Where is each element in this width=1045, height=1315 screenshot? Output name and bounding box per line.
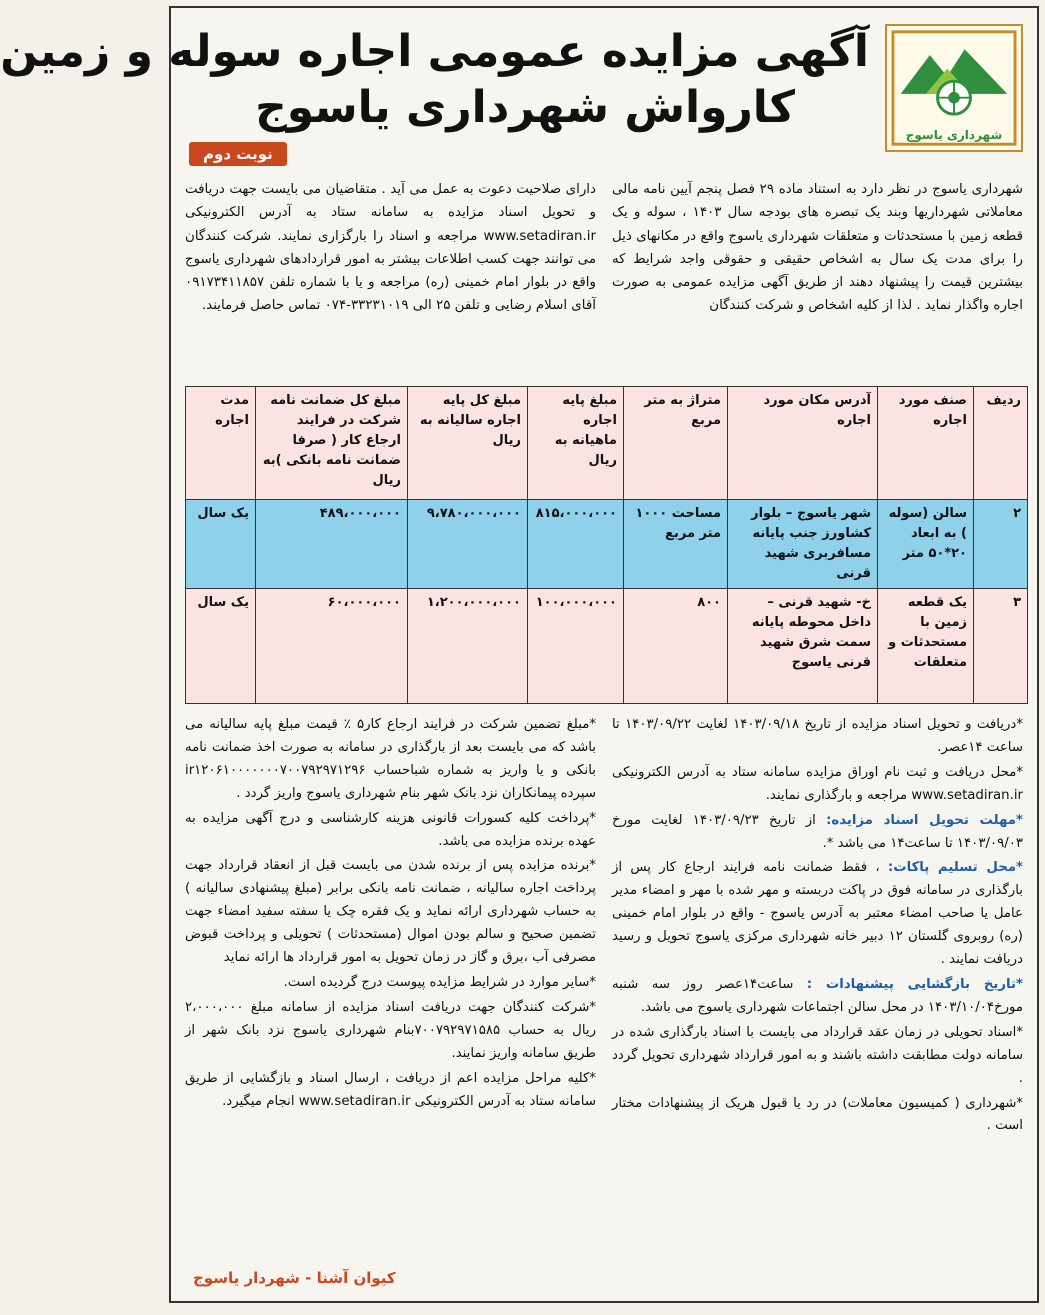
header-cell: مدت اجاره bbox=[186, 387, 256, 500]
term-item: *پرداخت کلیه کسورات قانونی هزینه کارشناسی و درج آگهی مزایده به عهده برنده مزایده می باشد. bbox=[185, 810, 596, 849]
term-text: *محل دریافت و ثبت نام اوراق مزایده سامانه ستاد به آدرس الکترونیکی www.setadiran.ir مراجعه و بارگذاری نمایند. bbox=[612, 764, 1023, 803]
title-line-1: آگهی مزایده عمومی اجاره سوله و زمین bbox=[0, 26, 869, 77]
table-cell: مساحت ۱۰۰۰ متر مربع bbox=[624, 500, 728, 589]
intro-left-column: دارای صلاحیت دعوت به عمل می آید . متقاضیان می بایست جهت دریافت و تحویل اسناد مزایده به سامانه ستاد به آدرس الکترونیکی www.setadiran.ir مراجعه و اسناد را بارگزاری نمایند. شرکت کنندگان می توانند جهت کسب اطلاعات بیشتر به امور قراردادهای شهرداری یاسوج واقع در بلوار امام خمینی (ره) مراجعه و یا با شماره تلفن ۰۹۱۷۳۴۱۱۸۵۷ آقای اسلام رضایی و تلفن ۲۵ الی ۳۳۲۳۱۰۱۹-۰۷۴ تماس حاصل فرمایند. bbox=[185, 182, 596, 314]
terms-section bbox=[185, 714, 1023, 1270]
table-row bbox=[186, 500, 1028, 589]
term-item: *برنده مزایده پس از برنده شدن می بایست قبل از انعقاد قرارداد جهت پرداخت اجاره سالیانه ، ضمانت نامه بانکی برابر (مبلغ پیشنهادی سالیانه ) به حساب شهرداری ارائه نماید و یک فقره چک یا سفته سفید امضاء جهت تضمین صحیح و سالم بودن اموال (مستحدثات ) تحویلی و پرداخت قبوض مصرفی آب ،برق و گاز در زمان تحویل به امور قرارداد ها ارائه نماید bbox=[185, 858, 596, 966]
table-cell: ۲ bbox=[974, 500, 1028, 589]
intro-section bbox=[185, 178, 1023, 374]
term-label: *تاریخ بازگشایی پیشنهادات : bbox=[806, 976, 1023, 992]
term-label: *مهلت تحویل اسناد مزایده: bbox=[826, 812, 1023, 828]
table-cell: یک سال bbox=[186, 589, 256, 704]
round-badge: نوبت دوم bbox=[189, 142, 287, 166]
table-cell: خ- شهید قرنی – داخل محوطه پایانه سمت شرق شهید قرنی یاسوج bbox=[728, 589, 878, 704]
table-cell: یک سال bbox=[186, 500, 256, 589]
table-cell: ۸۰۰ bbox=[624, 589, 728, 704]
term-text: ساعت۱۴عصر روز سه شنبه مورخ۱۴۰۳/۱۰/۰۴ در محل سالن اجتماعات شهرداری یاسوج می باشد. bbox=[612, 976, 1023, 1015]
table-cell: سالن (سوله ) به ابعاد ۲۰*۵۰ متر bbox=[878, 500, 974, 589]
term-item: *مبلغ تضمین شرکت در فرایند ارجاع کار۵ ٪ قیمت مبلغ پایه سالیانه می باشد که می بایست بعد از بارگذاری در سامانه به صورت اخذ ضمانت نامه بانکی و یا واریز به شماره شباحساب ir۱۲۰۶۱۰۰۰۰۰۰۰۷۰۰۷۹۲۹۷۱۲۹۶ سپرده پیمانکاران نزد بانک شهر بنام شهرداری یاسوج واریز گردد . bbox=[185, 717, 596, 801]
term-text: از تاریخ ۱۴۰۳/۰۹/۲۳ لغایت مورخ ۱۴۰۳/۰۹/۰۳ تا ساعت۱۴ می باشد *. bbox=[612, 812, 1023, 851]
term-item bbox=[612, 762, 1023, 808]
term-text: *شهرداری ( کمیسیون معاملات) در رد یا قبول هریک از پیشنهادات مختار است . bbox=[612, 1095, 1023, 1134]
term-item bbox=[612, 974, 1023, 1020]
table-cell: ۹،۷۸۰،۰۰۰،۰۰۰ bbox=[408, 500, 528, 589]
table-cell: ۶۰،۰۰۰،۰۰۰ bbox=[256, 589, 408, 704]
terms-right-column bbox=[612, 714, 1023, 1270]
table-cell: یک قطعه زمین با مستحدثات و متعلقات bbox=[878, 589, 974, 704]
table-cell: ۸۱۵،۰۰۰،۰۰۰ bbox=[528, 500, 624, 589]
table-cell: ۴۸۹،۰۰۰،۰۰۰ bbox=[256, 500, 408, 589]
term-item: *سایر موارد در شرایط مزایده پیوست درج گردیده است. bbox=[283, 974, 596, 990]
term-text: *اسناد تحویلی در زمان عقد قرارداد می بایست با اسناد بارگذاری شده در سامانه دولت مطابقت داشته باشند و به امور قرارداد شهرداری تحویل گردد . bbox=[612, 1024, 1023, 1086]
header-cell: مبلغ پایه اجاره ماهیانه به ریال bbox=[528, 387, 624, 500]
term-item bbox=[612, 714, 1023, 760]
term-item bbox=[612, 1022, 1023, 1091]
table-header-row bbox=[186, 387, 1028, 500]
term-item: *کلیه مراحل مزایده اعم از دریافت ، ارسال اسناد و بازگشایی از طریق سامانه ستاد به آدرس الکترونیکی www.setadiran.ir انجام میگیرد. bbox=[185, 1070, 596, 1109]
table-cell: ۳ bbox=[974, 589, 1028, 704]
header-cell: مبلغ کل ضمانت نامه شرکت در فرایند ارجاع کار ( صرفا ضمانت نامه بانکی )به ریال bbox=[256, 387, 408, 500]
header-cell: متراژ به متر مربع bbox=[624, 387, 728, 500]
lease-table bbox=[185, 386, 1028, 704]
table-cell: شهر یاسوج – بلوار کشاورز جنب پایانه مسافربری شهید قرنی bbox=[728, 500, 878, 589]
term-label: *محل تسلیم پاکات: bbox=[887, 860, 1024, 876]
title-line-2: کارواش شهرداری یاسوج bbox=[255, 82, 795, 133]
term-text: ، فقط ضمانت نامه فرایند ارجاع کار پس از بارگذاری در سامانه فوق در پاکت دربسته و مهر شده با مهر و امضاء مدیر عامل یا صاحب امضاء معتبر به آدرس یاسوج - واقع در بلوار امام خمینی (ره) روبروی گلستان ۱۲ دبیر خانه شهرداری مرکزی یاسوج تحویل و رسید دریافت نمایند . bbox=[612, 860, 1023, 968]
header-cell: ردیف bbox=[974, 387, 1028, 500]
terms-left-column bbox=[185, 714, 596, 1270]
term-item bbox=[612, 810, 1023, 856]
logo-caption: شهرداری یاسوج bbox=[905, 128, 1003, 142]
term-item bbox=[612, 857, 1023, 972]
term-item bbox=[612, 1093, 1023, 1139]
page-title bbox=[0, 24, 869, 136]
intro-right-column: شهرداری یاسوج در نظر دارد به استناد ماده ۲۹ فصل پنجم آیین نامه مالی معاملاتی شهرداریها وبند یک تبصره های بودجه سال ۱۴۰۳ ، سوله و یک قطعه زمین با مستحدثات و متعلقات شهرداری یاسوج واقع در مکانهای ذیل را برای مدت یک سال به اشخاص حقیقی و حقوقی واجد شرایط که بیشترین قیمت را پیشنهاد دهند از طریق آگهی مزایده عمومی به صورت اجاره واگذار نماید . لذا از کلیه اشخاص و شرکت کنندگان bbox=[612, 182, 1023, 314]
municipality-logo bbox=[885, 24, 1023, 152]
header-cell: صنف مورد اجاره bbox=[878, 387, 974, 500]
table-cell: ۱،۲۰۰،۰۰۰،۰۰۰ bbox=[408, 589, 528, 704]
advertisement-page bbox=[0, 6, 1039, 1303]
term-text: *دریافت و تحویل اسناد مزایده از تاریخ ۱۴۰۳/۰۹/۱۸ لغایت ۱۴۰۳/۰۹/۲۲ تا ساعت ۱۴عصر. bbox=[612, 717, 1023, 755]
mayor-signature: کیوان آشنا - شهردار یاسوج bbox=[193, 1269, 396, 1287]
table-cell: ۱۰۰،۰۰۰،۰۰۰ bbox=[528, 589, 624, 704]
table-row bbox=[186, 589, 1028, 704]
header-cell: آدرس مکان مورد اجاره bbox=[728, 387, 878, 500]
header-cell: مبلغ کل پایه اجاره سالیانه به ریال bbox=[408, 387, 528, 500]
term-item: *شرکت کنندگان جهت دریافت اسناد مزایده از سامانه مبلغ ۲،۰۰۰،۰۰۰ ریال به حساب ۷۰۰۷۹۲۹۷۱۵۸۵بنام شهرداری یاسوج نزد بانک شهر از طریق سامانه واریز نمایند. bbox=[185, 999, 597, 1061]
